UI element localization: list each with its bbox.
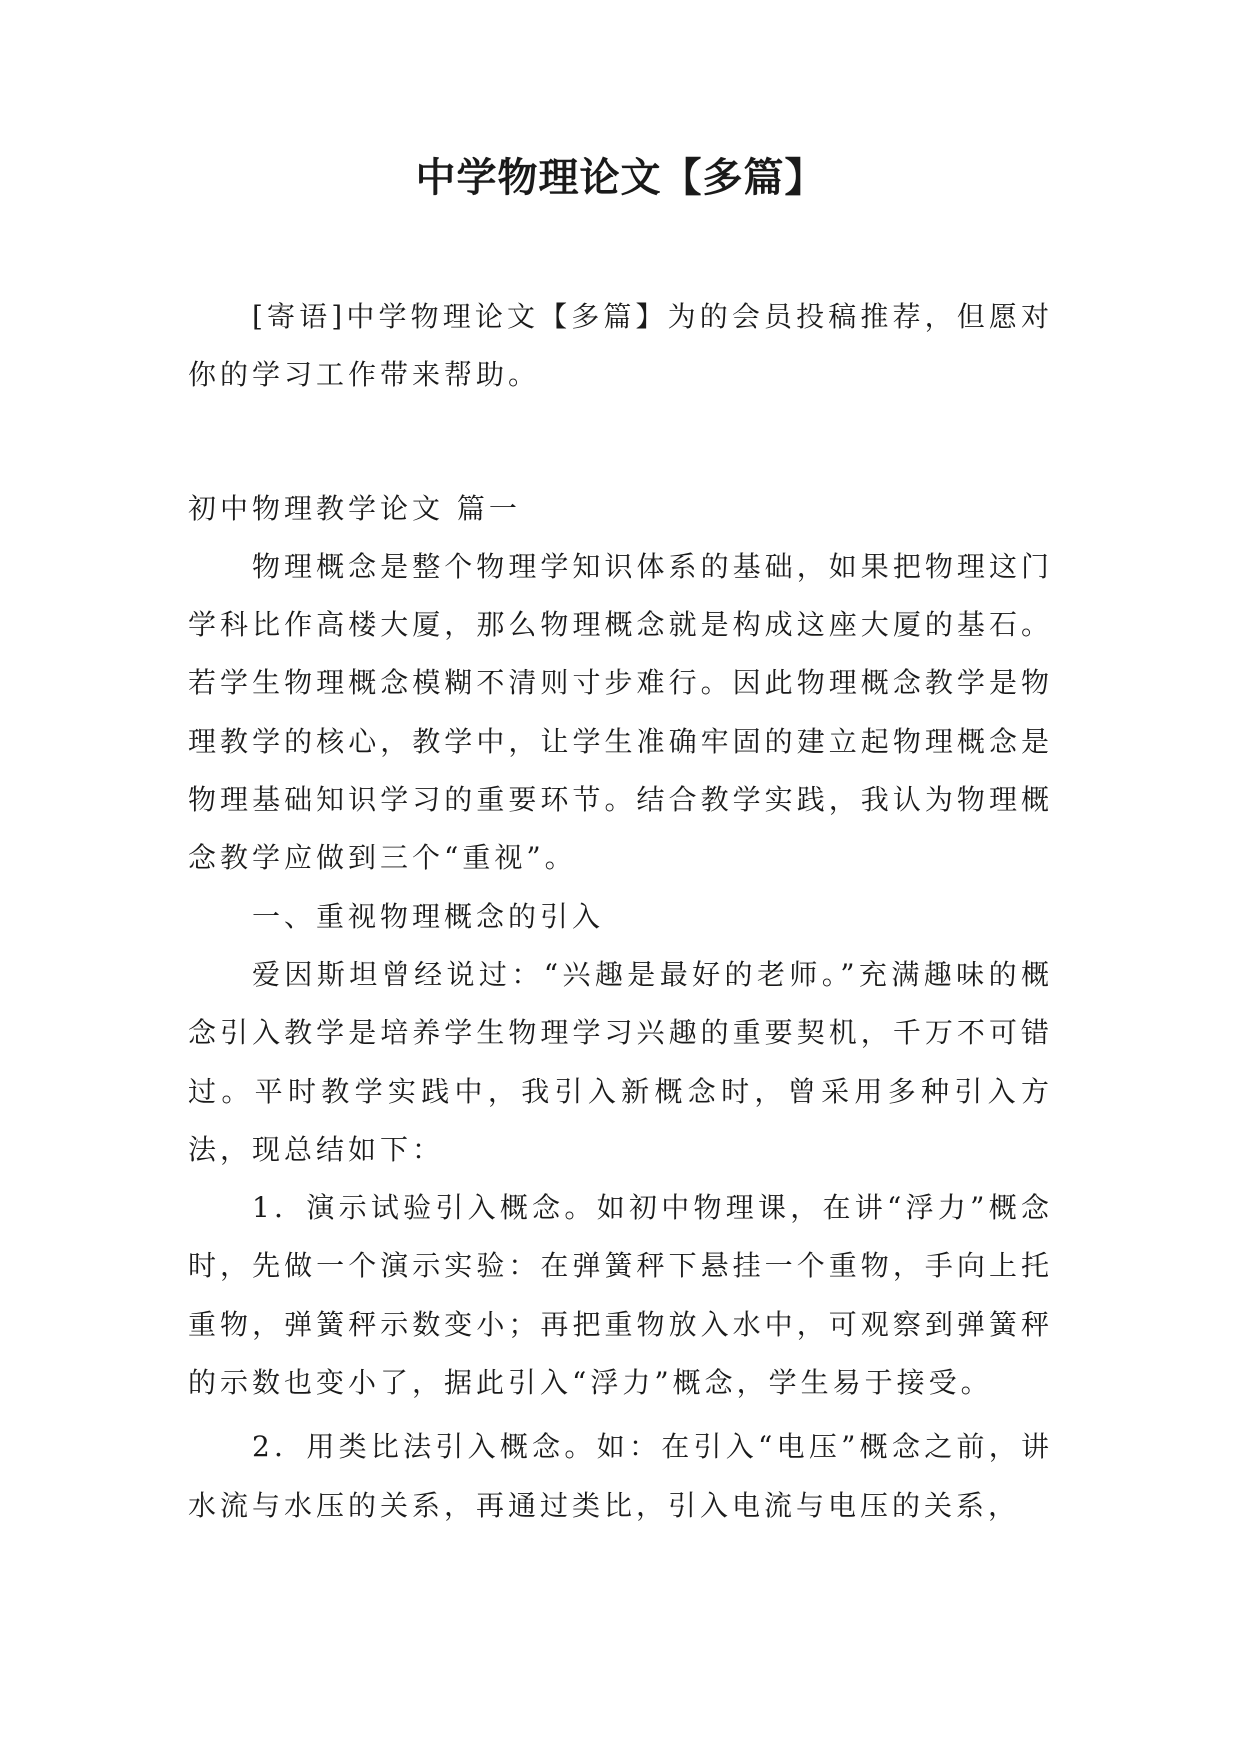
foreword-paragraph: [寄语]中学物理论文【多篇】为的会员投稿推荐，但愿对你的学习工作带来帮助。 [188, 300, 1053, 392]
body-paragraph: 爱因斯坦曾经说过：“兴趣是最好的老师。”充满趣味的概念引入教学是培养学生物理学习兴趣的重要契机，千万不可错过。平时教学实践中，我引入新概念时，曾采用多种引入方法，现总结如下： [188, 957, 1053, 1166]
list-item-paragraph: 2．用类比法引入概念。如：在引入“电压”概念之前，讲水流与水压的关系，再通过类比，引入电流与电压的关系， [188, 1430, 1053, 1522]
body-paragraph: 物理概念是整个物理学知识体系的基础，如果把物理这门学科比作高楼大厦，那么物理概念就是构成这座大厦的基石。若学生物理概念模糊不清则寸步难行。因此物理概念教学是物理教学的核心，教学中，让学生准确牢固的建立起物理概念是物理基础知识学习的重要环节。结合教学实践，我认为物理概念教学应做到三个“重视”。 [188, 549, 1053, 875]
document-body [188, 288, 1053, 1535]
section-gap [188, 405, 1053, 480]
list-item-paragraph: 1．演示试验引入概念。如初中物理课，在讲“浮力”概念时，先做一个演示实验：在弹簧秤下悬挂一个重物，手向上托重物，弹簧秤示数变小；再把重物放入水中，可观察到弹簧秤的示数也变小了，据此引入“浮力”概念，学生易于接受。 [188, 1191, 1053, 1400]
subsection-heading: 一、重视物理概念的引入 [252, 899, 605, 933]
section-heading: 初中物理教学论文 篇一 [188, 491, 521, 525]
document-title: 中学物理论文【多篇】 [415, 154, 826, 201]
